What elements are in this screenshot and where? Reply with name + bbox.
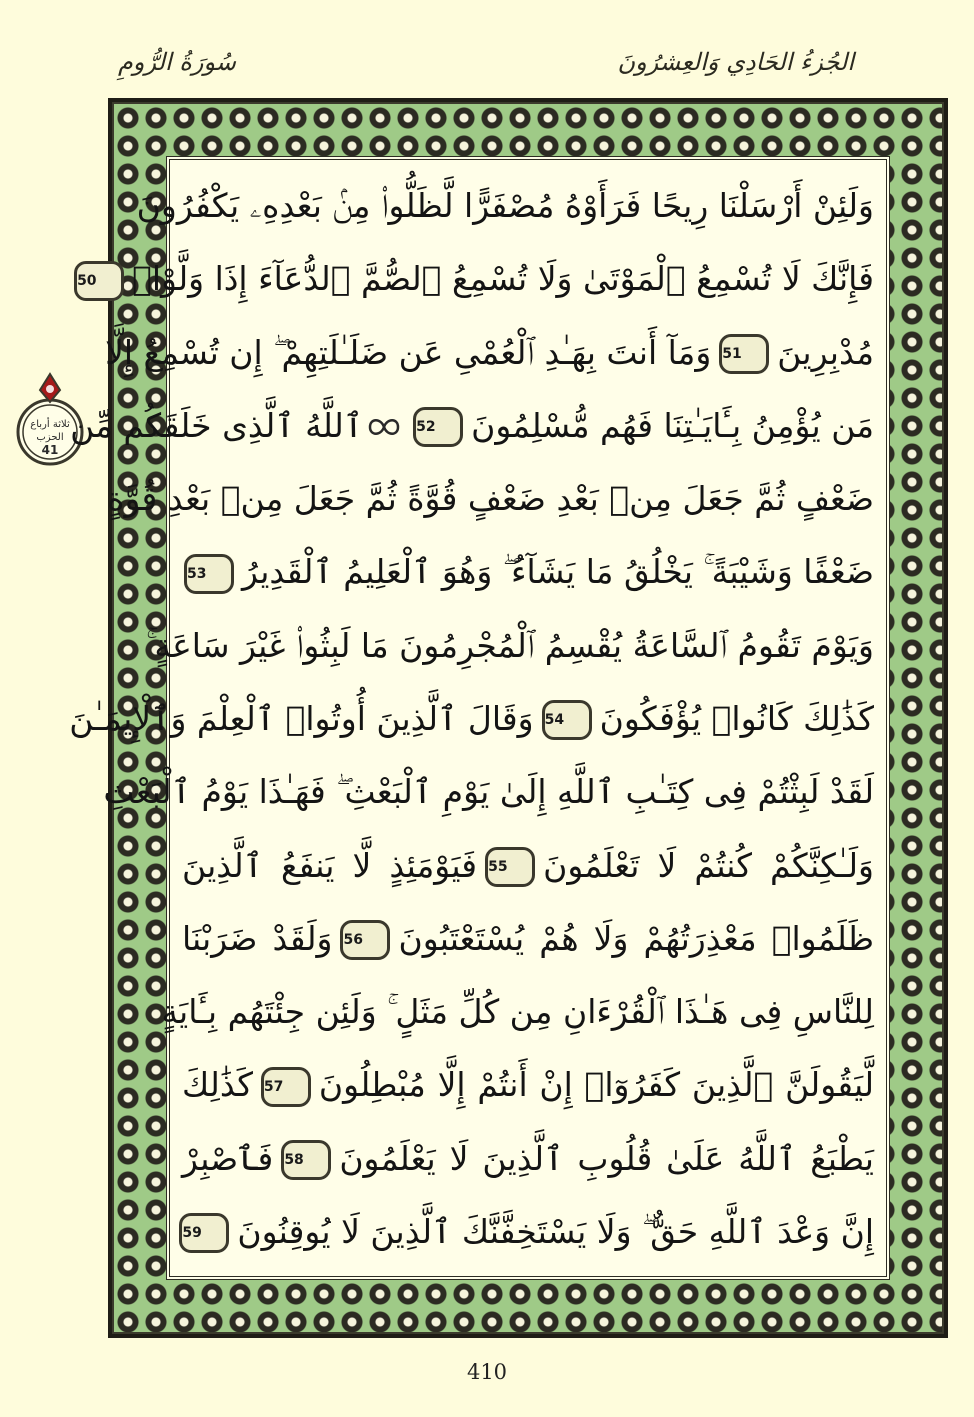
verse-text: لِلنَّاسِ فِى هَـٰذَا ٱلْقُرْءَانِ مِن كُلِّ مَثَلٍ ۚ وَلَئِن جِئْتَهُم بِـَٔايَةٍ bbox=[161, 992, 874, 1032]
ayah-number-marker: 58 bbox=[281, 1140, 331, 1180]
ayah-number-marker: 59 bbox=[179, 1213, 229, 1253]
verse-text: كَذَٰلِكَ bbox=[182, 1065, 253, 1105]
ayah-number-marker: 55 bbox=[485, 847, 535, 887]
hizb-label: ثلاثة أرباع الحزب 41 bbox=[22, 418, 78, 457]
verse-text: مَن يُؤْمِنُ بِـَٔايَـٰتِنَا فَهُم مُّسْلِمُونَ bbox=[471, 405, 874, 445]
verse-text: إِنَّ وَعْدَ ٱللَّهِ حَقٌّ ۖ وَلَا يَسْتَخِفَّنَّكَ ٱلَّذِينَ لَا يُوقِنُونَ bbox=[237, 1211, 874, 1251]
verse-text: فَيَوْمَئِذٍ لَّا يَنفَعُ ٱلَّذِينَ bbox=[182, 845, 478, 885]
ayah-number-marker: 52 bbox=[413, 407, 463, 447]
ayah-number-marker: 56 bbox=[340, 920, 390, 960]
verse-line bbox=[69, 683, 874, 755]
verse-line bbox=[182, 830, 874, 902]
verse-text: وَلَئِنْ أَرْسَلْنَا رِيحًا فَرَأَوْهُ مُصْفَرًّا لَّظَلُّوا۟ مِنۢ بَعْدِهِۦ يَكْفُرُونَ bbox=[136, 186, 874, 225]
verse-text: ظَلَمُوا۟ مَعْذِرَتُهُمْ وَلَا هُمْ يُسْتَعْتَبُونَ bbox=[398, 918, 875, 958]
ayah-number-marker: 54 bbox=[542, 700, 592, 740]
verse-line bbox=[182, 536, 874, 608]
verse-text: ضَعْفًا وَشَيْبَةً ۚ يَخْلُقُ مَا يَشَآءُ ۖ وَهُوَ ٱلْعَلِيمُ ٱلْقَدِيرُ bbox=[241, 552, 874, 592]
ayah-number-marker: 51 bbox=[719, 334, 769, 374]
verse-line bbox=[136, 170, 874, 242]
hizb-number: 41 bbox=[41, 443, 59, 457]
verse-line bbox=[146, 610, 874, 682]
verse-text: كَذَٰلِكَ كَانُوا۟ يُؤْفَكُونَ bbox=[599, 698, 874, 738]
surah-title: سُورَةُ الرُّومِ bbox=[118, 48, 236, 76]
text-panel bbox=[69, 156, 890, 1280]
verse-line bbox=[105, 317, 874, 389]
juz-title: الجُزءُ الحَادِي وَالعِشرُونَ bbox=[617, 48, 854, 76]
page-number: 410 bbox=[466, 1360, 508, 1384]
verse-line bbox=[107, 463, 874, 535]
verse-line bbox=[103, 756, 874, 828]
verse-text: وَلَـٰكِنَّكُمْ كُنتُمْ لَا تَعْلَمُونَ bbox=[543, 845, 874, 885]
verse-line bbox=[77, 243, 874, 315]
verse-lines bbox=[69, 170, 875, 1268]
verse-text: وَقَالَ ٱلَّذِينَ أُوتُوا۟ ٱلْعِلْمَ وَٱلْإِيمَـٰنَ bbox=[69, 698, 534, 738]
verse-text: فَٱصْبِرْ bbox=[182, 1138, 274, 1178]
verse-text: مُدْبِرِينَ bbox=[777, 332, 874, 372]
verse-line bbox=[182, 1049, 874, 1121]
verse-line bbox=[161, 976, 874, 1048]
ayah-number-marker: 53 bbox=[184, 554, 234, 594]
verse-line bbox=[182, 903, 874, 975]
verse-text: فَإِنَّكَ لَا تُسْمِعُ ٱلْمَوْتَىٰ وَلَا تُسْمِعُ ٱلصُّمَّ ٱلدُّعَآءَ إِذَا وَلَّوْا۟ bbox=[132, 259, 874, 299]
verse-text: ٱللَّهُ ٱلَّذِى خَلَقَكُم مِّن bbox=[70, 405, 364, 445]
verse-line bbox=[182, 1196, 874, 1268]
rub-el-hizb-icon bbox=[367, 414, 401, 440]
page-frame bbox=[69, 98, 948, 1338]
verse-text: ضَعْفٍ ثُمَّ جَعَلَ مِنۢ بَعْدِ ضَعْفٍ قُوَّةً ثُمَّ جَعَلَ مِنۢ بَعْدِ قُوَّةٍ bbox=[107, 479, 874, 519]
verse-line bbox=[182, 1123, 874, 1195]
verse-text: لَقَدْ لَبِثْتُمْ فِى كِتَـٰبِ ٱللَّهِ إِلَىٰ يَوْمِ ٱلْبَعْثِ ۖ فَهَـٰذَا يَوْمُ ٱلْبَعْثِ bbox=[103, 772, 874, 812]
ayah-number-marker: 50 bbox=[74, 261, 124, 301]
verse-text: يَطْبَعُ ٱللَّهُ عَلَىٰ قُلُوبِ ٱلَّذِينَ لَا يَعْلَمُونَ bbox=[339, 1138, 874, 1178]
verse-line bbox=[70, 390, 874, 462]
ayah-number-marker: 57 bbox=[261, 1067, 311, 1107]
verse-text: وَلَقَدْ ضَرَبْنَا bbox=[182, 918, 333, 958]
verse-text: وَمَآ أَنتَ بِهَـٰدِ ٱلْعُمْىِ عَن ضَلَـٰلَتِهِمْ ۖ إِن تُسْمِعُ إِلَّا bbox=[105, 332, 712, 372]
verse-text: وَيَوْمَ تَقُومُ ٱلسَّاعَةُ يُقْسِمُ ٱلْمُجْرِمُونَ مَا لَبِثُوا۟ غَيْرَ سَاعَةٍ ۚ bbox=[146, 625, 874, 665]
verse-text: لَّيَقُولَنَّ ٱلَّذِينَ كَفَرُوٓا۟ إِنْ أَنتُمْ إِلَّا مُبْطِلُونَ bbox=[318, 1065, 874, 1105]
